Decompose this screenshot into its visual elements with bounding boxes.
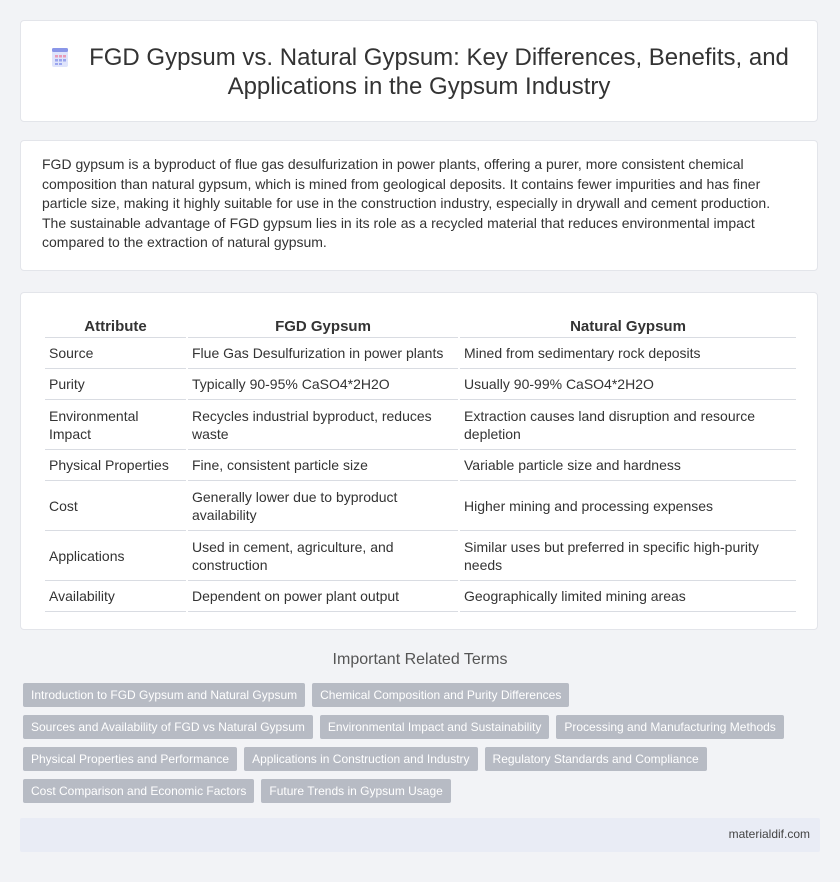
related-terms-tags: [23, 683, 823, 811]
table-row: [45, 531, 796, 581]
table-row: [45, 581, 796, 612]
comparison-table: [43, 315, 798, 612]
table-row: [45, 481, 796, 531]
table-cell: Recycles industrial byproduct, reduces waste: [188, 400, 458, 450]
related-tag[interactable]: Cost Comparison and Economic Factors: [23, 779, 254, 803]
document-icon: [49, 46, 71, 68]
header-attribute: Attribute: [45, 315, 186, 338]
header-natural: Natural Gypsum: [460, 315, 796, 338]
comparison-table-card: [20, 292, 818, 630]
table-row: [45, 450, 796, 481]
table-cell: Generally lower due to byproduct availability: [188, 481, 458, 531]
related-tag[interactable]: Applications in Construction and Industry: [244, 747, 477, 771]
table-cell: Similar uses but preferred in specific high-purity needs: [460, 531, 796, 581]
table-header-row: [45, 315, 796, 338]
table-cell: Environmental Impact: [45, 400, 186, 450]
related-tag[interactable]: Processing and Manufacturing Methods: [556, 715, 783, 739]
table-cell: Flue Gas Desulfurization in power plants: [188, 338, 458, 369]
table-cell: Geographically limited mining areas: [460, 581, 796, 612]
related-tag[interactable]: Future Trends in Gypsum Usage: [261, 779, 450, 803]
table-cell: Higher mining and processing expenses: [460, 481, 796, 531]
table-row: [45, 338, 796, 369]
related-tag[interactable]: Environmental Impact and Sustainability: [320, 715, 549, 739]
related-tag[interactable]: Introduction to FGD Gypsum and Natural Gypsum: [23, 683, 305, 707]
header-card: [20, 20, 818, 122]
related-tag[interactable]: Sources and Availability of FGD vs Natural Gypsum: [23, 715, 313, 739]
table-cell: Dependent on power plant output: [188, 581, 458, 612]
page-title-text: FGD Gypsum vs. Natural Gypsum: Key Differences, Benefits, and Applications in the Gypsum Industry: [89, 44, 789, 100]
intro-paragraph: FGD gypsum is a byproduct of flue gas desulfurization in power plants, offering a purer, more consistent chemical composition than natural gypsum, which is mined from geological deposits. It contains fewer impurities and has finer particle size, making it highly suitable for use in the construction industry, especially in drywall and cement production. The sustainable advantage of FGD gypsum lies in its role as a recycled material that reduces environmental impact compared to the extraction of natural gypsum.: [42, 156, 771, 250]
table-cell: Usually 90-99% CaSO4*2H2O: [460, 369, 796, 400]
header-fgd: FGD Gypsum: [188, 315, 458, 338]
table-row: [45, 369, 796, 400]
table-cell: Typically 90-95% CaSO4*2H2O: [188, 369, 458, 400]
table-row: [45, 400, 796, 450]
related-tag[interactable]: Physical Properties and Performance: [23, 747, 237, 771]
table-cell: Source: [45, 338, 186, 369]
table-cell: Physical Properties: [45, 450, 186, 481]
table-cell: Mined from sedimentary rock deposits: [460, 338, 796, 369]
table-cell: Cost: [45, 481, 186, 531]
table-cell: Used in cement, agriculture, and construction: [188, 531, 458, 581]
table-cell: Extraction causes land disruption and resource depletion: [460, 400, 796, 450]
footer: [20, 818, 820, 852]
table-cell: Applications: [45, 531, 186, 581]
intro-card: [20, 140, 818, 271]
related-terms-title: Important Related Terms: [332, 651, 508, 668]
table-cell: Purity: [45, 369, 186, 400]
title-wrap: [21, 43, 817, 101]
page-title: [21, 43, 817, 101]
table-cell: Fine, consistent particle size: [188, 450, 458, 481]
table-cell: Variable particle size and hardness: [460, 450, 796, 481]
table-cell: Availability: [45, 581, 186, 612]
footer-site[interactable]: materialdif.com: [728, 827, 810, 841]
related-tag[interactable]: Regulatory Standards and Compliance: [485, 747, 707, 771]
related-tag[interactable]: Chemical Composition and Purity Differences: [312, 683, 569, 707]
